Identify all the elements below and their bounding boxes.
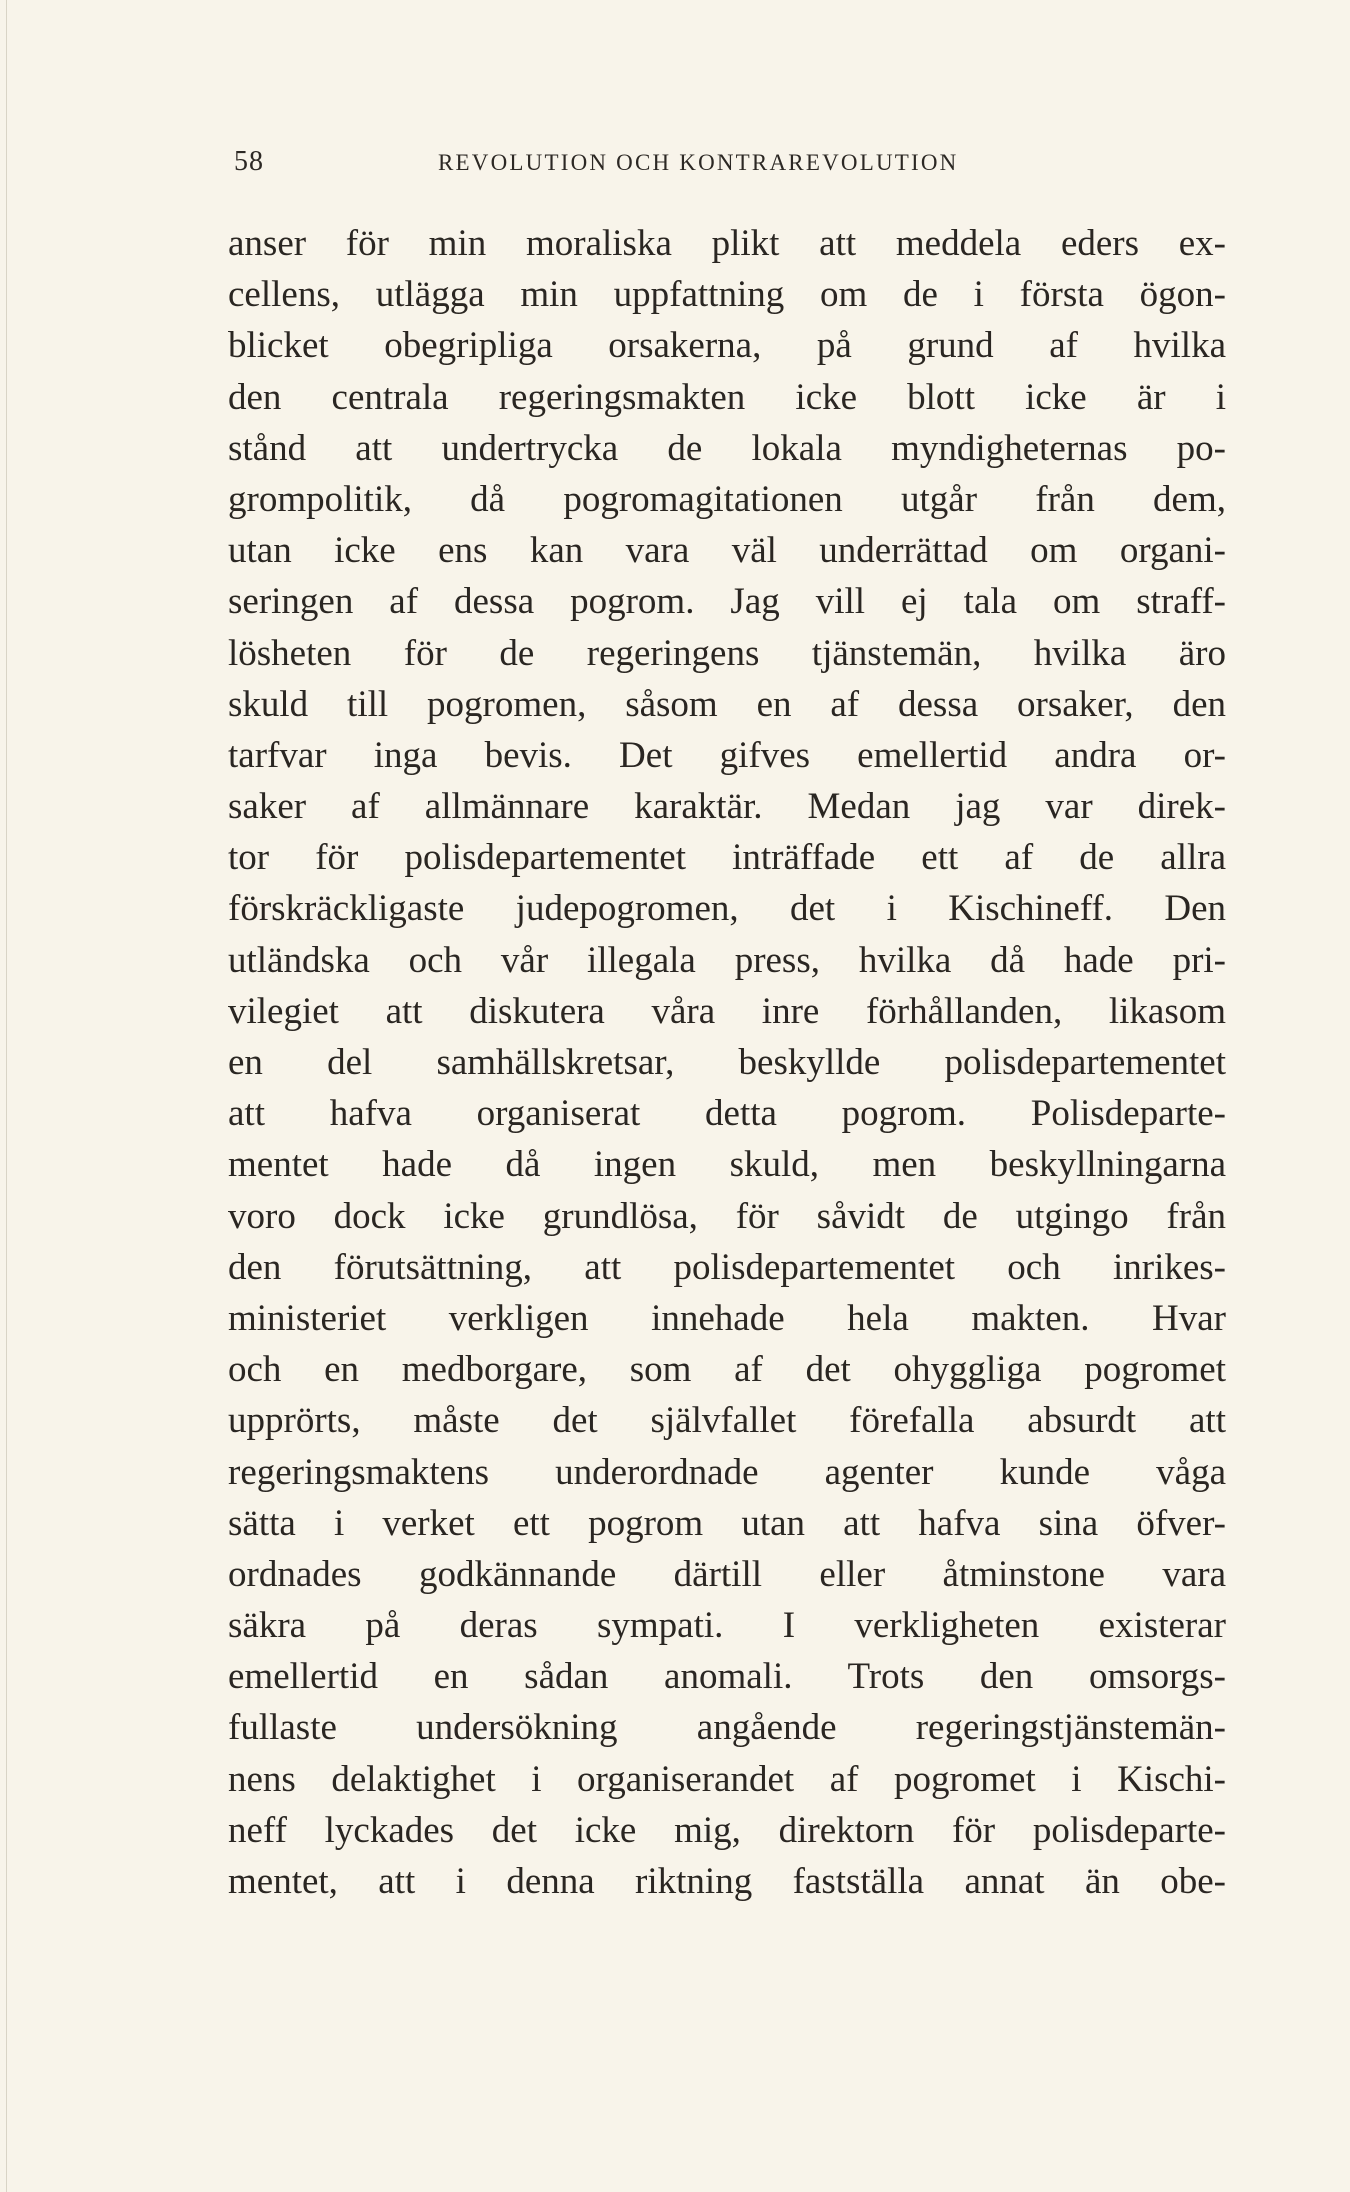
text-line: upprörts, måste det självfallet förefalla absurdt att bbox=[228, 1400, 1226, 1442]
text-line: skuld till pogromen, såsom en af dessa orsaker, den bbox=[228, 683, 1226, 725]
text-line: utländska och vår illegala press, hvilka då hade pri- bbox=[228, 939, 1226, 981]
text-line: en del samhällskretsar, beskyllde polisdepartementet bbox=[228, 1042, 1226, 1083]
text-line: seringen af dessa pogrom. Jag vill ej tala om straff- bbox=[228, 581, 1226, 623]
text-line: mentet hade då ingen skuld, men beskyllningarna bbox=[228, 1144, 1226, 1186]
text-line: säkra på deras sympati. I verkligheten existerar bbox=[228, 1605, 1226, 1647]
text-line: saker af allmännare karaktär. Medan jag var direk- bbox=[228, 786, 1226, 828]
text-line: ordnades godkännande därtill eller åtminstone vara bbox=[228, 1553, 1226, 1595]
text-line: regeringsmaktens underordnade agenter kunde våga bbox=[228, 1451, 1226, 1493]
text-line: neff lyckades det icke mig, direktorn för polisdeparte- bbox=[228, 1809, 1226, 1851]
text-line: vilegiet att diskutera våra inre förhållanden, likasom bbox=[228, 990, 1226, 1032]
text-line: lösheten för de regeringens tjänstemän, hvilka äro bbox=[228, 632, 1226, 674]
text-line: förskräckligaste judepogromen, det i Kischineff. Den bbox=[228, 888, 1226, 930]
text-line: nens delaktighet i organiserandet af pogromet i Kischi- bbox=[228, 1758, 1226, 1800]
text-line: grompolitik, då pogromagitationen utgår från dem, bbox=[228, 478, 1226, 520]
running-title: REVOLUTION OCH KONTRAREVOLUTION bbox=[438, 150, 959, 175]
text-line: sätta i verket ett pogrom utan att hafva sina öfver- bbox=[228, 1502, 1226, 1544]
page-number: 58 bbox=[234, 146, 264, 177]
text-line: stånd att undertrycka de lokala myndigheternas po- bbox=[228, 427, 1226, 469]
page-edge-line bbox=[6, 0, 7, 2192]
text-line: och en medborgare, som af det ohyggliga pogromet bbox=[228, 1349, 1226, 1391]
text-line: anser för min moraliska plikt att meddela eders ex- bbox=[228, 223, 1226, 264]
text-line: den förutsättning, att polisdepartementet och inrikes- bbox=[228, 1246, 1226, 1288]
text-line: blicket obegripliga orsakerna, på grund af hvilka bbox=[228, 325, 1226, 367]
page-header bbox=[232, 146, 1130, 186]
text-line: tarfvar inga bevis. Det gifves emellertid andra or- bbox=[228, 734, 1226, 776]
text-line: emellertid en sådan anomali. Trots den omsorgs- bbox=[228, 1656, 1226, 1698]
text-line: voro dock icke grundlösa, för såvidt de utgingo från bbox=[228, 1195, 1226, 1237]
text-line: tor för polisdepartementet inträffade ett af de allra bbox=[228, 837, 1226, 879]
text-line: utan icke ens kan vara väl underrättad om organi- bbox=[228, 530, 1226, 572]
text-line: ministeriet verkligen innehade hela makten. Hvar bbox=[228, 1297, 1226, 1339]
text-line: den centrala regeringsmakten icke blott icke är i bbox=[228, 376, 1226, 418]
body-text bbox=[228, 218, 1226, 1907]
text-line: mentet, att i denna riktning fastställa annat än obe- bbox=[228, 1861, 1226, 1902]
text-line: att hafva organiserat detta pogrom. Polisdeparte- bbox=[228, 1093, 1226, 1135]
text-line: fullaste undersökning angående regeringstjänstemän- bbox=[228, 1707, 1226, 1749]
text-line: cellens, utlägga min uppfattning om de i första ögon- bbox=[228, 274, 1226, 316]
